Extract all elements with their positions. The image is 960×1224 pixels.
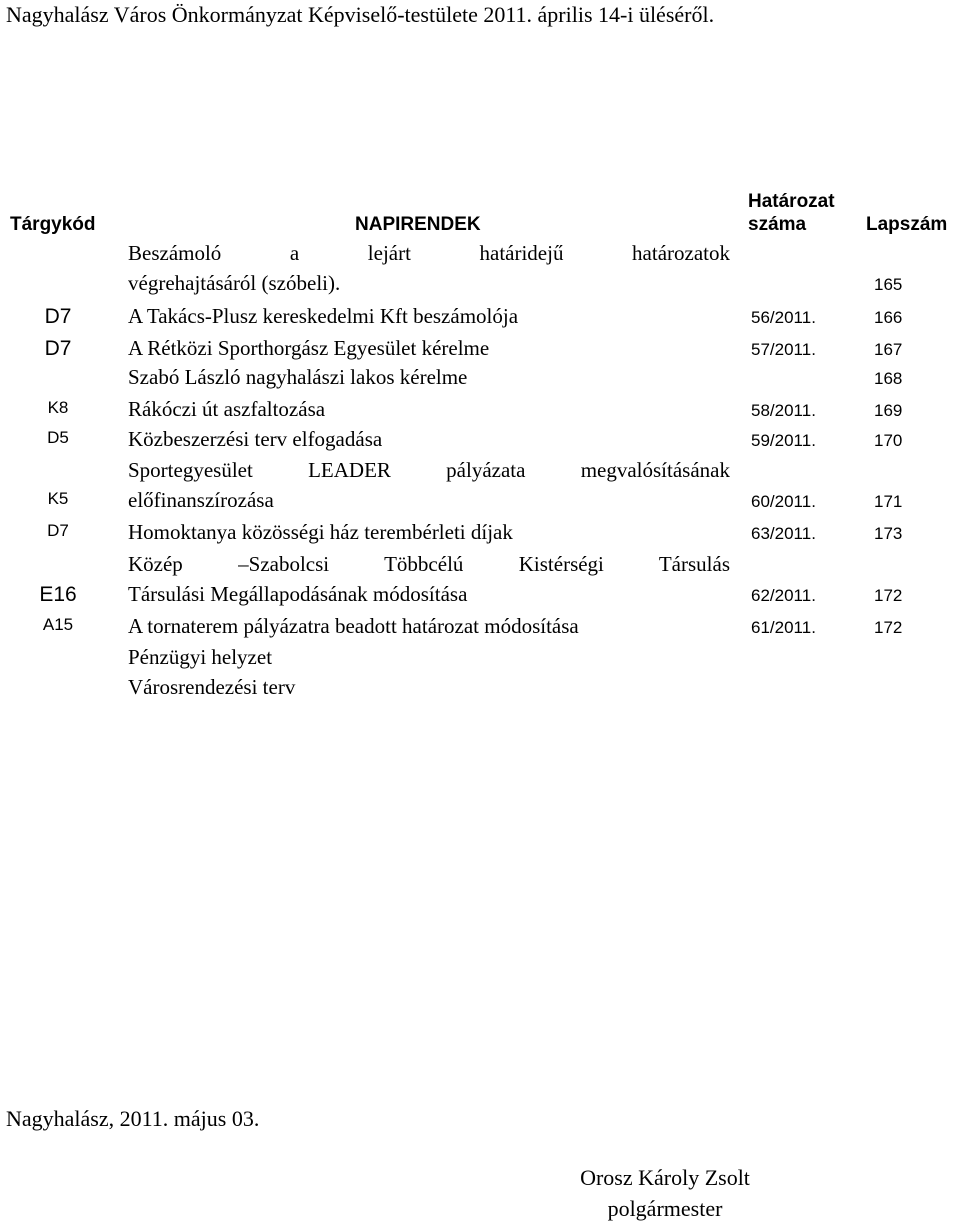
page-number: 166 (874, 308, 903, 327)
subject-code: K5 (47, 489, 69, 508)
subject-code: D7 (44, 305, 72, 328)
agenda-item (128, 301, 730, 331)
resolution-number: 56/2011. (751, 308, 816, 327)
subject-code: A15 (42, 615, 74, 634)
agenda-line: A Rétközi Sporthorgász Egyesület kérelme (128, 336, 490, 360)
page-number: 171 (874, 492, 903, 511)
subject-code: D5 (47, 428, 69, 447)
agenda-item (128, 394, 730, 424)
agenda-line: előfinanszírozása (128, 488, 274, 512)
agenda-item (128, 517, 730, 547)
agenda-line: Homoktanya közösségi ház terembérleti díjak (128, 520, 513, 544)
resolution-number: 60/2011. (751, 492, 816, 511)
header-resolution-line2: száma (748, 214, 807, 235)
agenda-item (128, 333, 730, 363)
agenda-item (128, 549, 730, 609)
agenda-item (128, 362, 730, 392)
header-subject-code: Tárgykód (10, 214, 96, 235)
document-title: Nagyhalász Város Önkormányzat Képviselő-testülete 2011. április 14-i üléséről. (6, 2, 715, 27)
page-number: 170 (874, 431, 903, 450)
header-agenda: NAPIRENDEK (355, 214, 481, 235)
resolution-number: 61/2011. (751, 618, 816, 637)
agenda-item (128, 672, 730, 702)
resolution-number: 63/2011. (751, 524, 816, 543)
agenda-line: Közbeszerzési terv elfogadása (128, 427, 383, 451)
page-number: 172 (874, 618, 903, 637)
subject-code: K8 (47, 398, 69, 417)
agenda-line: végrehajtásáról (szóbeli). (128, 271, 341, 295)
agenda-item (128, 611, 730, 641)
page-number: 169 (874, 401, 903, 420)
agenda-line: Társulási Megállapodásának módosítása (128, 582, 468, 606)
agenda-item (128, 424, 730, 454)
agenda-line: A tornaterem pályázatra beadott határozat módosítása (128, 614, 579, 638)
resolution-number: 62/2011. (751, 586, 816, 605)
resolution-number: 58/2011. (751, 401, 816, 420)
signer-title: polgármester (607, 1196, 723, 1221)
agenda-line: Rákóczi út aszfaltozása (128, 397, 326, 421)
header-resolution-number (748, 190, 835, 236)
page-number: 167 (874, 340, 903, 359)
agenda-line: A Takács-Plusz kereskedelmi Kft beszámolója (128, 304, 519, 328)
page-number: 165 (874, 275, 903, 294)
agenda-item (128, 238, 730, 298)
agenda-line: Sportegyesület LEADER pályázata megvalósításának (128, 458, 730, 482)
agenda-line: Közép –Szabolcsi Többcélú Kistérségi Társulás (128, 552, 730, 576)
place-and-date: Nagyhalász, 2011. május 03. (6, 1106, 260, 1131)
agenda-line: Városrendezési terv (128, 675, 296, 699)
agenda-line: Szabó László nagyhalászi lakos kérelme (128, 365, 468, 389)
agenda-item (128, 642, 730, 672)
page-number: 172 (874, 586, 903, 605)
header-page-number: Lapszám (866, 214, 948, 235)
subject-code: E16 (39, 583, 77, 606)
resolution-number: 59/2011. (751, 431, 816, 450)
subject-code: D7 (44, 337, 72, 360)
subject-code: D7 (47, 521, 69, 540)
page-number: 168 (874, 369, 903, 388)
header-resolution-line1: Határozat (748, 191, 835, 212)
agenda-line: Pénzügyi helyzet (128, 645, 273, 669)
signer-name: Orosz Károly Zsolt (580, 1165, 750, 1190)
agenda-item (128, 455, 730, 515)
agenda-line: Beszámoló a lejárt határidejű határozatok (128, 241, 730, 265)
page-number: 173 (874, 524, 903, 543)
resolution-number: 57/2011. (751, 340, 816, 359)
